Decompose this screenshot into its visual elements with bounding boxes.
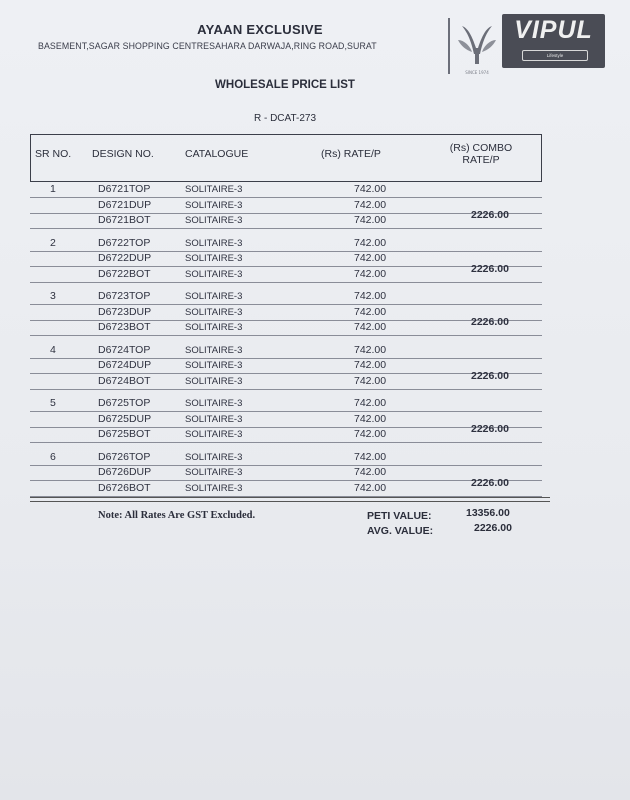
- design-number: D6722BOT: [98, 267, 151, 280]
- catalogue-name: SOLITAIRE-3: [185, 253, 243, 264]
- col-rate: (Rs) RATE/P: [321, 148, 381, 160]
- catalogue-name: SOLITAIRE-3: [185, 482, 243, 494]
- design-number: D6724BOT: [98, 374, 151, 387]
- catalogue-name: SOLITAIRE-3: [185, 199, 243, 211]
- design-number: D6721BOT: [98, 214, 151, 226]
- design-number: D6726DUP: [98, 466, 152, 478]
- design-number: D6721TOP: [98, 183, 151, 195]
- table-bottom-rule: [30, 497, 550, 502]
- sr-number: 4: [50, 343, 56, 356]
- col-combo-rate: [441, 142, 521, 166]
- catalogue-name: SOLITAIRE-3: [185, 237, 243, 249]
- rate-value: 742.00: [354, 252, 387, 264]
- sr-number: 6: [50, 450, 56, 463]
- combo-rate: 2226.00: [471, 209, 509, 221]
- rate-value: 742.00: [354, 183, 387, 195]
- emblem-icon: [452, 18, 502, 78]
- peti-value-label: PETI VALUE:: [367, 510, 432, 522]
- company-name: AYAAN EXCLUSIVE: [197, 22, 323, 37]
- combo-rate: 2226.00: [471, 423, 509, 435]
- sr-number: 2: [50, 236, 56, 249]
- row-divider: [30, 442, 542, 443]
- row-divider: [30, 228, 542, 229]
- peti-value: 13356.00: [466, 507, 510, 519]
- row-divider: [30, 335, 542, 336]
- company-address: BASEMENT,SAGAR SHOPPING CENTRESAHARA DARWAJA,RING ROAD,SURAT: [38, 41, 377, 51]
- rate-value: 742.00: [354, 466, 387, 478]
- rate-value: 742.00: [354, 321, 387, 333]
- row-divider: [30, 282, 542, 283]
- rate-value: 742.00: [354, 412, 387, 425]
- catalogue-name: SOLITAIRE-3: [185, 184, 243, 195]
- rate-value: 742.00: [354, 267, 387, 280]
- gst-note: Note: All Rates Are GST Excluded.: [98, 510, 256, 521]
- catalogue-name: SOLITAIRE-3: [185, 291, 243, 302]
- design-number: D6726BOT: [98, 481, 151, 494]
- brand-name: VIPUL: [514, 16, 593, 44]
- rate-value: 742.00: [354, 290, 387, 302]
- design-number: D6724DUP: [98, 359, 152, 371]
- catalogue-name: SOLITAIRE-3: [185, 467, 243, 478]
- col-sr-no: SR NO.: [35, 148, 72, 160]
- design-number: D6726TOP: [98, 450, 151, 463]
- design-number: D6721DUP: [98, 198, 152, 211]
- catalogue-name: SOLITAIRE-3: [185, 322, 243, 333]
- design-number: D6722DUP: [98, 252, 152, 264]
- sr-number: 3: [50, 290, 56, 302]
- rate-value: 742.00: [354, 343, 387, 356]
- rate-value: 742.00: [354, 305, 387, 318]
- rate-value: 742.00: [354, 450, 387, 463]
- row-divider: [30, 389, 542, 390]
- table-header: [30, 134, 542, 182]
- rate-value: 742.00: [354, 481, 387, 494]
- catalogue-name: SOLITAIRE-3: [185, 360, 243, 371]
- design-number: D6723TOP: [98, 290, 151, 302]
- col-design-no: DESIGN NO.: [92, 148, 154, 160]
- avg-value-label: AVG. VALUE:: [367, 525, 434, 537]
- combo-rate: 2226.00: [471, 476, 509, 489]
- design-number: D6725TOP: [98, 397, 151, 409]
- catalogue-name: SOLITAIRE-3: [185, 215, 243, 226]
- sr-number: 1: [50, 183, 56, 195]
- logo-divider: [448, 18, 450, 74]
- col-combo-line2: RATE/P: [462, 154, 500, 166]
- combo-rate: 2226.00: [471, 369, 509, 382]
- rate-value: 742.00: [354, 236, 387, 249]
- catalogue-name: SOLITAIRE-3: [185, 375, 243, 387]
- design-number: D6724TOP: [98, 343, 151, 356]
- catalogue-name: SOLITAIRE-3: [185, 306, 243, 318]
- catalogue-name: SOLITAIRE-3: [185, 429, 243, 440]
- rate-value: 742.00: [354, 214, 387, 226]
- rate-value: 742.00: [354, 374, 387, 387]
- rate-value: 742.00: [354, 397, 387, 409]
- col-catalogue: CATALOGUE: [185, 148, 249, 160]
- combo-rate: 2226.00: [471, 316, 509, 328]
- catalogue-name: SOLITAIRE-3: [185, 344, 243, 356]
- combo-rate: 2226.00: [471, 262, 509, 275]
- catalogue-reference: R - DCAT-273: [253, 113, 317, 124]
- avg-value: 2226.00: [474, 522, 512, 534]
- brand-tagline: Lifestyle: [522, 50, 588, 61]
- rate-value: 742.00: [354, 198, 387, 211]
- catalogue-name: SOLITAIRE-3: [185, 413, 243, 425]
- emblem-caption: SINCE 1974: [465, 70, 489, 75]
- design-number: D6722TOP: [98, 236, 151, 249]
- design-number: D6725BOT: [98, 428, 151, 440]
- design-number: D6723DUP: [98, 305, 152, 318]
- design-number: D6723BOT: [98, 321, 151, 333]
- sr-number: 5: [50, 397, 56, 409]
- document-title: WHOLESALE PRICE LIST: [215, 79, 355, 91]
- rate-value: 742.00: [354, 359, 387, 371]
- catalogue-name: SOLITAIRE-3: [185, 451, 243, 463]
- catalogue-name: SOLITAIRE-3: [185, 398, 243, 409]
- col-combo-line1: (Rs) COMBO: [449, 142, 513, 154]
- catalogue-name: SOLITAIRE-3: [185, 268, 243, 280]
- design-number: D6725DUP: [98, 412, 152, 425]
- rate-value: 742.00: [354, 428, 387, 440]
